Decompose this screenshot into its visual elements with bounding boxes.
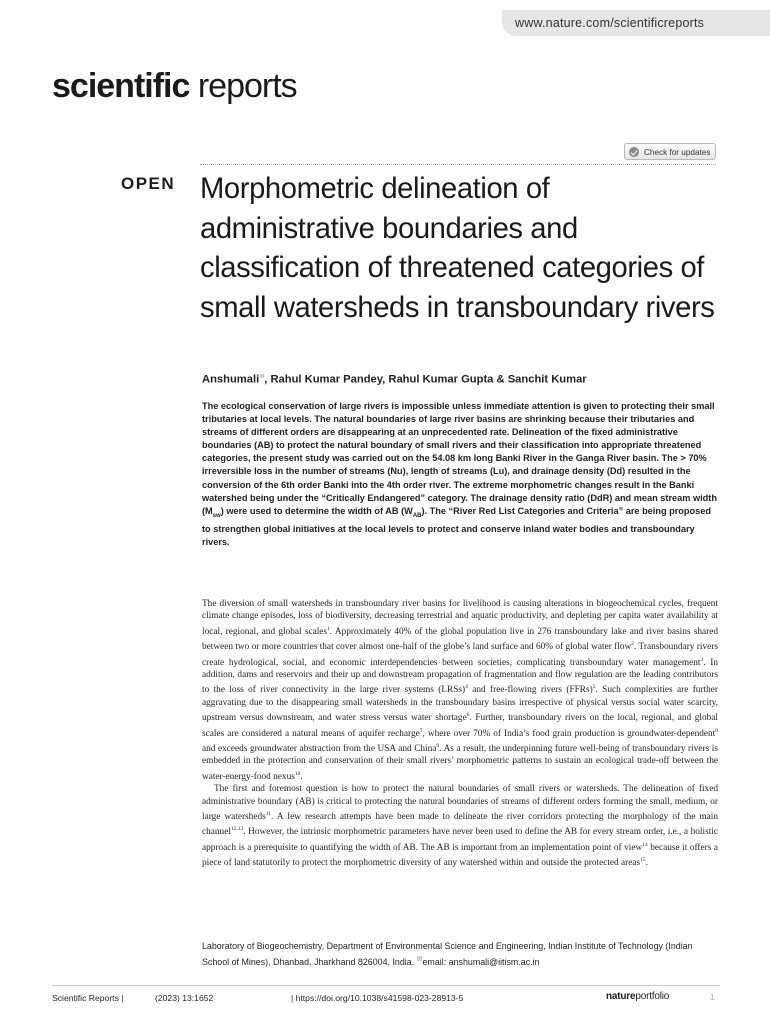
- footer-doi-link[interactable]: | https://doi.org/10.1038/s41598-023-28913-5: [291, 993, 464, 1003]
- text: . In addition, dams and reservoirs and their up and downstream propagation of fragmentation and flow regulation are the leading contributors to the loss of river connectivity in the large river systems (LRSs): [202, 657, 718, 696]
- brand-light: portfolio: [635, 991, 670, 1002]
- author-list: [202, 373, 587, 386]
- footer-journal: Scientific Reports |: [52, 993, 124, 1003]
- text: The first and foremost question is how to protect the natural boundaries of small rivers or watersheds. The delineation of fixed administrative boundary (AB) is critical to protecting the natural boundaries of streams of different orders forming the small, medium, or large watersheds: [202, 784, 718, 822]
- text: .: [645, 858, 648, 869]
- text: , where over 70% of India’s food grain production is groundwater-dependent: [422, 728, 716, 739]
- ref-link[interactable]: 11: [265, 810, 272, 817]
- abstract-part-3: ). The “River Red List Categories and Criteria” are being proposed to strengthen global initiatives at the local levels to protect and conserve inland water bodies and transboundary rivers.: [202, 505, 711, 547]
- text: and exceeds groundwater abstraction from the USA and China: [202, 744, 437, 755]
- nature-portfolio-logo: [606, 991, 669, 1002]
- footer-divider: [52, 985, 720, 986]
- ref-link[interactable]: 4: [465, 684, 468, 691]
- ref-link[interactable]: 5: [592, 684, 596, 691]
- abstract: [202, 400, 720, 549]
- page-number: 1: [710, 993, 715, 1002]
- article-title: Morphometric delineation of administrative boundaries and classification of threatened categories of small watersheds in transboundary rivers: [200, 173, 715, 324]
- text: . Further, transboundary rivers on the local, regional, and global scales are considered a natural means of aquifer recharge: [202, 713, 718, 739]
- text: . Approximately 40% of the global population live in 276 transboundary lake and river basins shared between two or more countries that cover almost one-half of the globe’s land surface and 60% of global water flow: [202, 626, 718, 653]
- brand-bold: nature: [606, 991, 636, 1002]
- ref-link[interactable]: 8: [715, 727, 719, 734]
- corresponding-mail-icon[interactable]: ✉: [259, 374, 265, 380]
- check-for-updates-label: Check for updates: [644, 148, 711, 157]
- affiliation-note: [202, 940, 718, 969]
- ref-link[interactable]: 12,13: [230, 826, 244, 833]
- body-paragraph-2: [202, 783, 718, 869]
- mail-icon: ✉: [416, 956, 423, 963]
- ref-link[interactable]: 1: [327, 625, 330, 632]
- text: . As a result, the underpinning future well-being of transboundary rivers is embedded in the protection and conservation of their small rivers’ morphometric patterns to sustain an ecological trade-off between the water-energy-food nexus: [202, 744, 718, 782]
- ref-link[interactable]: 10: [294, 770, 301, 777]
- logo-light-text: reports: [189, 67, 297, 105]
- author-rest: , Rahul Kumar Pandey, Rahul Kumar Gupta & Sanchit Kumar: [264, 373, 587, 386]
- text: . A few research attempts have been made to delineate the river corridors protecting the morphology of the main channel: [202, 812, 719, 838]
- author-first[interactable]: Anshumali: [202, 373, 260, 386]
- journal-logo: [52, 66, 297, 106]
- text: The diversion of small watersheds in transboundary river basins for livelihood is causing alterations in biogeochemical cycles, frequent climate change episodes, loss of biodiversity, decreasing terrestrial and aquatic productivity, and depleting per capita water availability at local, regional, and global scales: [202, 599, 718, 637]
- ref-link[interactable]: 14: [642, 841, 648, 848]
- abstract-subscript-ab: AB: [412, 512, 422, 519]
- abstract-part-2: ) were used to determine the width of AB (W: [220, 505, 413, 516]
- abstract-subscript-sw: sw: [212, 512, 221, 519]
- ref-link[interactable]: 3: [700, 656, 704, 663]
- logo-bold-text: scientific: [52, 67, 190, 105]
- affiliation-text: Laboratory of Biogeochemistry, Department of Environmental Science and Engineering, Indian Institute of Technology (Indian School of Mines), Dhanbad, Jharkhand 826004, India.: [202, 941, 693, 967]
- body-paragraph-1: [202, 598, 718, 783]
- open-access-label: OPEN: [121, 174, 176, 193]
- footer-citation: (2023) 13:1652: [155, 993, 214, 1003]
- article-body: [202, 598, 718, 870]
- text: because it offers a piece of land statutorily to protect the morphometric diversity of any watershed within and outside the protected areas: [202, 842, 718, 869]
- ref-link[interactable]: 7: [419, 727, 423, 734]
- ref-link[interactable]: 9: [436, 743, 440, 749]
- corresponding-email[interactable]: email: anshumali@iitism.ac.in: [422, 956, 540, 967]
- text: . Transboundary rivers create hydrological, social, and economic interdependencies between societies, complicating transboundary water management: [202, 642, 718, 668]
- ref-link[interactable]: 2: [631, 641, 634, 648]
- abstract-part-1: The ecological conservation of large rivers is impossible unless immediate attention is given to protecting their small tributaries at local levels. The natural boundaries of large river basins are shrinking because their tributaries and streams of different orders are disappearing at an unprecedented rate. Delineation of the fixed administrative boundaries (AB) to protect the natural boundary of small rivers and their classification into appropriate threatened categories, the present study was carried out on the 54.08 km long Banki River in the Ganga River basin. The > 70% irreversible loss in the number of streams (Nu), length of streams (Lu), and drainage density (Dd) resulted in the conversion of the 6th order Banki into the 4th order river. The extreme morphometric changes result in the Banki watershed being under the “Critically Endangered” category. The drainage density ratio (DdR) and mean stream width (M: [202, 401, 717, 516]
- journal-url[interactable]: www.nature.com/scientificreports: [502, 10, 770, 36]
- check-for-updates-button[interactable]: [624, 143, 716, 160]
- ref-link[interactable]: 6: [466, 712, 470, 719]
- text: . However, the intrinsic morphometric parameters have never been used to define the AB for every stream order, i.e., a holistic approach is a prerequisite to quantifying the width of AB. The AB is important from an implementation point of view: [202, 827, 718, 853]
- text: . Such complexities are further aggravating due to the disappearing small watersheds in the transboundary basins irrespective of physical versus social water scarcity, upstream versus downstream, and water stress versus water shortage: [202, 685, 718, 724]
- ref-link[interactable]: 15: [640, 857, 646, 864]
- text: .: [300, 771, 303, 782]
- header-divider: [200, 164, 716, 165]
- check-circle-icon: [629, 147, 639, 157]
- text: and free-flowing rivers (FFRs): [467, 685, 593, 696]
